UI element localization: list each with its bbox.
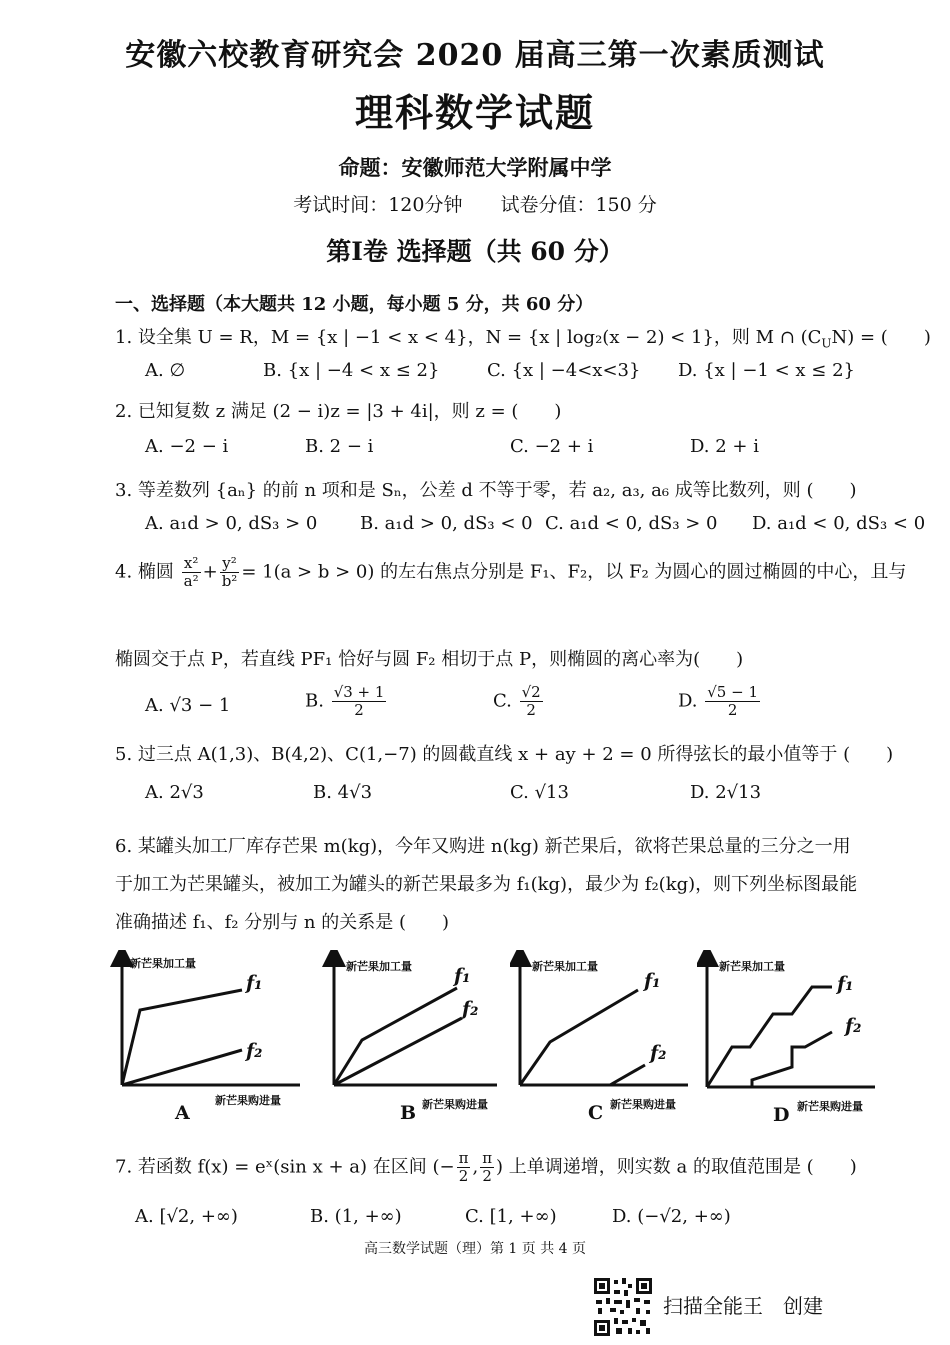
exam-info: 考试时间：120分钟 试卷分值：150 分: [293, 194, 657, 216]
q2-option-a: A. −2 − i: [145, 436, 229, 457]
x-axis-label: 新芒果购进量: [797, 1100, 863, 1113]
graph-c: [510, 950, 690, 1125]
subject-title: 理科数学试题: [354, 90, 595, 135]
question-5: 5. 过三点 A(1,3)、B(4,2)、C(1,−7) 的圆截直线 x + ay + 2 = 0 所得弦长的最小值等于 ( ): [115, 744, 894, 765]
y-axis-label: 新芒果加工量: [346, 960, 412, 973]
question-6-line2: 于加工为芒果罐头，被加工为罐头的新芒果最多为 f₁(kg)，最少为 f₂(kg)，则下列坐标图最能: [115, 874, 858, 895]
f1-label: f₁: [837, 973, 854, 995]
scanner-watermark: 扫描全能王 创建: [663, 1294, 823, 1318]
q7-option-a: A. [√2, +∞): [135, 1206, 238, 1227]
q5-option-d: D. 2√13: [690, 782, 762, 803]
q3-option-b: B. a₁d > 0, dS₃ < 0: [360, 513, 533, 534]
x-axis-label: 新芒果购进量: [215, 1094, 281, 1107]
q4-prefix: 4. 椭圆: [115, 561, 174, 583]
q7-fraction-2: $\frac{\pi}{2}$: [482, 1149, 493, 1185]
q7-stem-a: 7. 若函数 f(x) = eˣ(sin x + a) 在区间 (−: [115, 1156, 455, 1178]
f1-curve: [520, 990, 638, 1085]
f1-label: f₁: [246, 972, 263, 994]
q5-option-a: A. 2√3: [145, 782, 204, 803]
q3-option-c: C. a₁d < 0, dS₃ > 0: [545, 513, 718, 534]
q7-stem-b: ) 上单调递增，则实数 a 的取值范围是 ( ): [496, 1156, 857, 1178]
q3-option-d: D. a₁d < 0, dS₃ < 0: [752, 513, 926, 534]
f1-curve: [707, 987, 832, 1087]
graph-b: [322, 950, 502, 1125]
f2-curve: [752, 1032, 832, 1087]
graph-letter-d: D: [773, 1104, 790, 1126]
f1-curve: [122, 990, 242, 1085]
y-axis-label: 新芒果加工量: [719, 960, 785, 973]
q1-option-a: A. ∅: [145, 360, 186, 381]
q3-option-a: A. a₁d > 0, dS₃ > 0: [145, 513, 318, 534]
q1-sub: U: [821, 336, 832, 351]
q4-option-d: D. $\frac{√5 - 1}{2}$: [678, 683, 758, 719]
question-6-line1: 6. 某罐头加工厂库存芒果 m(kg)，今年又购进 n(kg) 新芒果后，欲将芒果总量的三分之一用: [115, 836, 851, 857]
graph-d: [697, 950, 897, 1125]
q1-stem-end: N) = ( ): [831, 327, 931, 348]
q2-option-d: D. 2 + i: [690, 436, 759, 457]
q7-comma: ,: [472, 1156, 479, 1178]
question-6-line3: 准确描述 f₁、f₂ 分别与 n 的关系是 ( ): [115, 912, 450, 933]
q5-option-c: C. √13: [510, 782, 569, 803]
f2-label: f₂: [845, 1015, 862, 1037]
x-axis-label: 新芒果购进量: [422, 1098, 488, 1111]
y-axis-label: 新芒果加工量: [130, 957, 196, 970]
question-4: [115, 555, 906, 590]
f1-label: f₁: [644, 970, 661, 992]
part-heading: 一、选择题（本大题共 12 小题，每小题 5 分，共 60 分）: [115, 294, 594, 315]
question-7: [115, 1150, 857, 1185]
page-footer: 高三数学试题（理）第 1 页 共 4 页: [363, 1241, 587, 1257]
q1-option-d: D. {x | −1 < x ≤ 2}: [678, 360, 855, 381]
graph-letter-a: A: [175, 1102, 190, 1124]
q4-plus: +: [202, 561, 218, 583]
question-2: 2. 已知复数 z 满足 (2 − i)z = |3 + 4i|，则 z = ( ): [115, 401, 562, 422]
exam-title: 安徽六校教育研究会 2020 届高三第一次素质测试: [125, 38, 825, 73]
graph-letter-b: B: [400, 1102, 417, 1124]
f2-label: f₂: [650, 1042, 667, 1064]
q2-option-c: C. −2 + i: [510, 436, 594, 457]
f2-curve: [122, 1050, 242, 1085]
q1-option-c: C. {x | −4<x<3}: [487, 360, 641, 381]
question-3: 3. 等差数列 {aₙ} 的前 n 项和是 Sₙ，公差 d 不等于零，若 a₂, a₃, a₆ 成等比数列，则 ( ): [115, 480, 857, 501]
f2-label: f₂: [462, 998, 479, 1020]
section-heading: 第Ⅰ卷 选择题（共 60 分）: [326, 237, 624, 266]
q1-stem: 1. 设全集 U = R，M = {x | −1 < x < 4}，N = {x | log₂(x − 2) < 1}，则 M ∩ (C: [115, 327, 822, 348]
q1-option-b: B. {x | −4 < x ≤ 2}: [263, 360, 440, 381]
q4-option-a: A. √3 − 1: [145, 695, 231, 716]
author-line: 命题：安徽师范大学附属中学: [338, 155, 612, 180]
f2-label: f₂: [246, 1040, 263, 1062]
graph-letter-c: C: [588, 1102, 604, 1124]
q4-option-b: B. $\frac{√3 + 1}{2}$: [305, 683, 385, 719]
y-axis-label: 新芒果加工量: [532, 960, 598, 973]
f2-curve: [610, 1065, 645, 1085]
q7-option-b: B. (1, +∞): [310, 1206, 402, 1227]
q4-option-c: C. $\frac{√2}{2}$: [493, 683, 541, 719]
q4-fraction-y: $\frac{\text{y²}}{\text{b²}}$: [221, 554, 238, 590]
q4-fraction-x: $\frac{\text{x²}}{\text{a²}}$: [183, 554, 199, 590]
f1-curve: [334, 988, 457, 1085]
question-4-line2: 椭圆交于点 P，若直线 PF₁ 恰好与圆 F₂ 相切于点 P，则椭圆的离心率为( ): [115, 649, 744, 670]
f1-label: f₁: [454, 965, 471, 987]
q5-option-b: B. 4√3: [313, 782, 373, 803]
q4-stem-rest: = 1(a > b > 0) 的左右焦点分别是 F₁、F₂，以 F₂ 为圆心的圆过椭圆的中心，且与: [241, 561, 907, 583]
x-axis-label: 新芒果购进量: [610, 1098, 676, 1111]
graph-a: [110, 950, 310, 1125]
q2-option-b: B. 2 − i: [305, 436, 374, 457]
q7-option-d: D. (−√2, +∞): [612, 1206, 731, 1227]
q7-option-c: C. [1, +∞): [465, 1206, 557, 1227]
question-1: [115, 323, 931, 351]
qr-code-icon: [592, 1276, 654, 1338]
q7-fraction-1: $\frac{\pi}{2}$: [458, 1149, 469, 1185]
